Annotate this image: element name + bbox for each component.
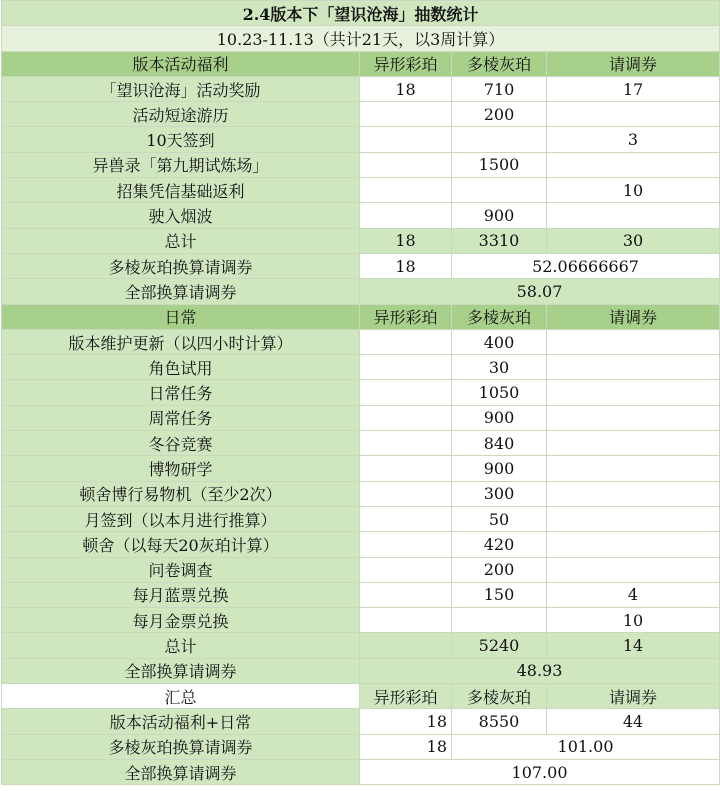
cell-amber[interactable] <box>360 582 452 607</box>
row-label[interactable]: 多棱灰珀换算请调券 <box>2 253 360 278</box>
all-converted-value[interactable]: 48.93 <box>360 658 720 683</box>
cell-grey-amber[interactable] <box>452 178 547 203</box>
row-label[interactable]: 全部换算请调券 <box>2 279 360 304</box>
table-row <box>2 557 720 582</box>
all-convert-row <box>2 658 720 683</box>
row-label[interactable]: 招集凭信基础返利 <box>2 178 360 203</box>
cell-grey-amber[interactable]: 50 <box>452 506 547 531</box>
table-row <box>2 405 720 430</box>
cell-ticket[interactable]: 4 <box>547 582 720 607</box>
table-row <box>2 608 720 633</box>
row-label[interactable]: 周常任务 <box>2 405 360 430</box>
table-row <box>2 152 720 177</box>
section-header-row <box>2 51 720 76</box>
all-convert-row <box>2 759 720 784</box>
cell-grey-amber[interactable]: 1500 <box>452 152 547 177</box>
cell-ticket[interactable] <box>547 329 720 354</box>
col-header-amber[interactable]: 异形彩珀 <box>360 304 452 329</box>
section-title-cell[interactable]: 汇总 <box>2 684 360 709</box>
date-range[interactable]: 10.23-11.13（共计21天，以3周计算） <box>2 26 720 51</box>
cell-amber[interactable] <box>360 431 452 456</box>
col-header-amber[interactable]: 异形彩珀 <box>360 684 452 709</box>
table-row <box>2 481 720 506</box>
cell-amber[interactable] <box>360 557 452 582</box>
cell-grey-amber[interactable]: 840 <box>452 431 547 456</box>
table-row <box>2 532 720 557</box>
total-row <box>2 633 720 658</box>
cell-ticket[interactable]: 14 <box>547 633 720 658</box>
col-header-grey-amber[interactable]: 多棱灰珀 <box>452 51 547 76</box>
row-label[interactable]: 全部换算请调券 <box>2 658 360 683</box>
table-row <box>2 203 720 228</box>
all-converted-value[interactable]: 107.00 <box>360 759 720 784</box>
row-label[interactable]: 每月蓝票兑换 <box>2 582 360 607</box>
cell-grey-amber[interactable] <box>452 127 547 152</box>
cell-ticket[interactable] <box>547 102 720 127</box>
cell-ticket[interactable] <box>547 557 720 582</box>
cell-ticket[interactable] <box>547 152 720 177</box>
cell-grey-amber[interactable]: 200 <box>452 102 547 127</box>
table-row <box>2 431 720 456</box>
converted-value[interactable]: 101.00 <box>452 734 720 759</box>
all-converted-value[interactable]: 58.07 <box>360 279 720 304</box>
row-label[interactable]: 版本维护更新（以四小时计算） <box>2 329 360 354</box>
cell-grey-amber[interactable]: 300 <box>452 481 547 506</box>
cell-grey-amber[interactable]: 8550 <box>452 709 547 734</box>
row-label[interactable]: 博物研学 <box>2 456 360 481</box>
cell-ticket[interactable] <box>547 481 720 506</box>
row-label[interactable]: 「望识沧海」活动奖励 <box>2 76 360 101</box>
table-row <box>2 456 720 481</box>
row-label[interactable]: 每月金票兑换 <box>2 608 360 633</box>
col-header-amber[interactable]: 异形彩珀 <box>360 51 452 76</box>
row-label[interactable]: 顿舍博行易物机（至少2次） <box>2 481 360 506</box>
cell-amber[interactable] <box>360 405 452 430</box>
cell-amber[interactable]: 18 <box>360 228 452 253</box>
col-header-ticket[interactable]: 请调券 <box>547 304 720 329</box>
cell-amber[interactable] <box>360 633 452 658</box>
cell-amber[interactable] <box>360 608 452 633</box>
cell-grey-amber[interactable]: 3310 <box>452 228 547 253</box>
col-header-grey-amber[interactable]: 多棱灰珀 <box>452 684 547 709</box>
converted-value[interactable]: 52.06666667 <box>452 253 720 278</box>
cell-grey-amber[interactable] <box>452 608 547 633</box>
cell-ticket[interactable]: 10 <box>547 178 720 203</box>
total-row <box>2 228 720 253</box>
cell-grey-amber[interactable]: 5240 <box>452 633 547 658</box>
table-row <box>2 329 720 354</box>
row-label[interactable]: 驶入烟波 <box>2 203 360 228</box>
row-label[interactable]: 10天签到 <box>2 127 360 152</box>
cell-amber[interactable] <box>360 506 452 531</box>
cell-amber[interactable]: 18 <box>360 734 452 759</box>
row-label[interactable]: 冬谷竞赛 <box>2 431 360 456</box>
row-label[interactable]: 异兽录「第九期试炼场」 <box>2 152 360 177</box>
cell-amber[interactable] <box>360 102 452 127</box>
section-title-cell[interactable]: 日常 <box>2 304 360 329</box>
cell-amber[interactable] <box>360 481 452 506</box>
cell-grey-amber[interactable]: 420 <box>452 532 547 557</box>
cell-amber[interactable] <box>360 355 452 380</box>
cell-amber[interactable] <box>360 532 452 557</box>
cell-grey-amber[interactable]: 900 <box>452 456 547 481</box>
cell-ticket[interactable]: 30 <box>547 228 720 253</box>
row-label[interactable]: 版本活动福利+日常 <box>2 709 360 734</box>
row-label[interactable]: 顿舍（以每天20灰珀计算） <box>2 532 360 557</box>
cell-grey-amber[interactable]: 710 <box>452 76 547 101</box>
cell-grey-amber[interactable]: 30 <box>452 355 547 380</box>
cell-amber[interactable] <box>360 456 452 481</box>
table-row <box>2 178 720 203</box>
col-header-ticket[interactable]: 请调券 <box>547 51 720 76</box>
cell-amber[interactable] <box>360 203 452 228</box>
cell-ticket[interactable] <box>547 506 720 531</box>
table-row <box>2 355 720 380</box>
cell-amber[interactable] <box>360 178 452 203</box>
convert-row <box>2 253 720 278</box>
cell-grey-amber[interactable]: 150 <box>452 582 547 607</box>
convert-row <box>2 734 720 759</box>
cell-ticket[interactable] <box>547 355 720 380</box>
summary-header-row <box>2 684 720 709</box>
cell-ticket[interactable]: 44 <box>547 709 720 734</box>
cell-ticket[interactable] <box>547 431 720 456</box>
sheet-title[interactable]: 2.4版本下「望识沧海」抽数统计 <box>2 1 720 26</box>
cell-ticket[interactable]: 10 <box>547 608 720 633</box>
table-row <box>2 102 720 127</box>
cell-amber[interactable] <box>360 127 452 152</box>
cell-amber[interactable]: 18 <box>360 709 452 734</box>
summary-row <box>2 709 720 734</box>
row-label[interactable]: 月签到（以本月进行推算） <box>2 506 360 531</box>
section-header-row <box>2 304 720 329</box>
table-row <box>2 127 720 152</box>
cell-ticket[interactable] <box>547 405 720 430</box>
table-row <box>2 582 720 607</box>
row-label[interactable]: 多棱灰珀换算请调券 <box>2 734 360 759</box>
row-label[interactable]: 全部换算请调券 <box>2 759 360 784</box>
row-label[interactable]: 角色试用 <box>2 355 360 380</box>
cell-amber[interactable]: 18 <box>360 76 452 101</box>
table-row <box>2 506 720 531</box>
cell-amber[interactable] <box>360 380 452 405</box>
table-row <box>2 380 720 405</box>
cell-ticket[interactable] <box>547 380 720 405</box>
cell-grey-amber[interactable]: 400 <box>452 329 547 354</box>
cell-grey-amber[interactable]: 1050 <box>452 380 547 405</box>
cell-grey-amber[interactable]: 200 <box>452 557 547 582</box>
cell-ticket[interactable]: 3 <box>547 127 720 152</box>
gacha-stats-table <box>1 0 720 785</box>
section-title-cell[interactable]: 版本活动福利 <box>2 51 360 76</box>
cell-grey-amber[interactable]: 900 <box>452 203 547 228</box>
row-label[interactable]: 总计 <box>2 228 360 253</box>
cell-ticket[interactable] <box>547 203 720 228</box>
row-label[interactable]: 问卷调查 <box>2 557 360 582</box>
col-header-ticket[interactable]: 请调券 <box>547 684 720 709</box>
all-convert-row <box>2 279 720 304</box>
cell-ticket[interactable] <box>547 532 720 557</box>
cell-ticket[interactable] <box>547 456 720 481</box>
cell-amber[interactable]: 18 <box>360 253 452 278</box>
cell-ticket[interactable]: 17 <box>547 76 720 101</box>
row-label[interactable]: 日常任务 <box>2 380 360 405</box>
row-label[interactable]: 总计 <box>2 633 360 658</box>
row-label[interactable]: 活动短途游历 <box>2 102 360 127</box>
cell-amber[interactable] <box>360 329 452 354</box>
cell-amber[interactable] <box>360 152 452 177</box>
cell-grey-amber[interactable]: 900 <box>452 405 547 430</box>
table-row <box>2 76 720 101</box>
col-header-grey-amber[interactable]: 多棱灰珀 <box>452 304 547 329</box>
